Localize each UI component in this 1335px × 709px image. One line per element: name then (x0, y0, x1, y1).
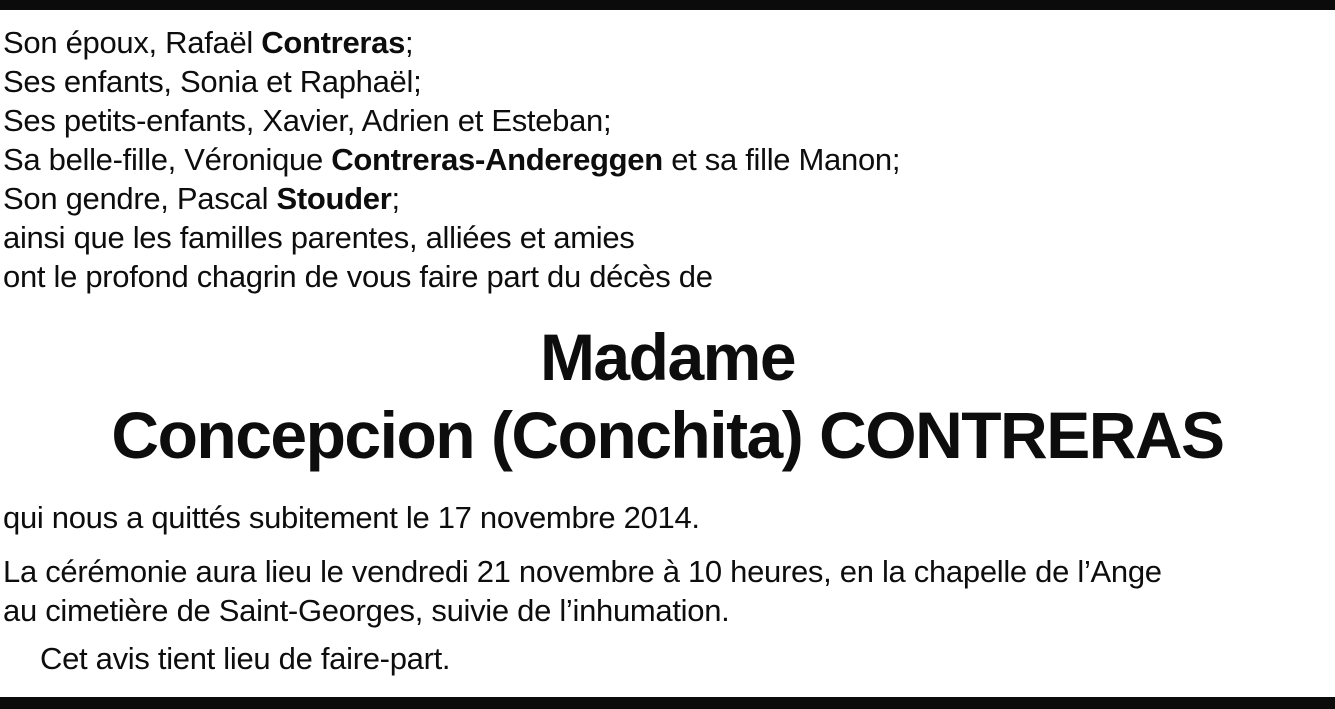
family-line-text: ainsi que les familles parentes, alliées et amies (3, 220, 635, 255)
family-line-text: Ses enfants, Sonia et Raphaël; (3, 64, 422, 99)
family-line-text: Son gendre, Pascal (3, 181, 277, 216)
deceased-name: Concepcion (Conchita) CONTRERAS (111, 398, 1224, 472)
family-line-text: ont le profond chagrin de vous faire part du décès de (3, 259, 713, 294)
ceremony-line-2: au cimetière de Saint-Georges, suivie de l’inhumation. (3, 593, 730, 628)
deceased-title: Madame (539, 320, 796, 394)
family-line-children (3, 62, 1335, 101)
closing-line: Cet avis tient lieu de faire-part. (40, 641, 451, 676)
family-line-text: Sa belle-fille, Véronique (3, 142, 332, 177)
family-line-text: Son époux, Rafaël (3, 25, 262, 60)
family-name-bold: Contreras (261, 25, 406, 60)
family-name-bold: Stouder (276, 181, 392, 216)
bottom-border-bar (0, 697, 1335, 709)
family-line-spouse (3, 23, 1335, 62)
family-line-daughter-in-law (3, 140, 1335, 179)
deceased-heading (0, 318, 1335, 474)
notice-content (0, 10, 1335, 678)
family-line-text: ; (391, 181, 400, 216)
family-line-grandchildren (3, 101, 1335, 140)
family-line-text: et sa fille Manon; (662, 142, 901, 177)
ceremony-line-1: La cérémonie aura lieu le vendredi 21 novembre à 10 heures, en la chapelle de l’Ange (3, 554, 1162, 589)
ceremony-paragraph (3, 552, 1335, 630)
family-line-son-in-law (3, 179, 1335, 218)
family-line-text: Ses petits-enfants, Xavier, Adrien et Esteban; (3, 103, 612, 138)
top-border-bar (0, 0, 1335, 10)
family-line-announce (3, 257, 1335, 296)
family-line-text: ; (405, 25, 414, 60)
family-name-bold: Contreras-Andereggen (331, 142, 663, 177)
family-announcement (3, 23, 1335, 296)
death-date-line: qui nous a quittés subitement le 17 novembre 2014. (3, 500, 700, 535)
family-line-relatives (3, 218, 1335, 257)
